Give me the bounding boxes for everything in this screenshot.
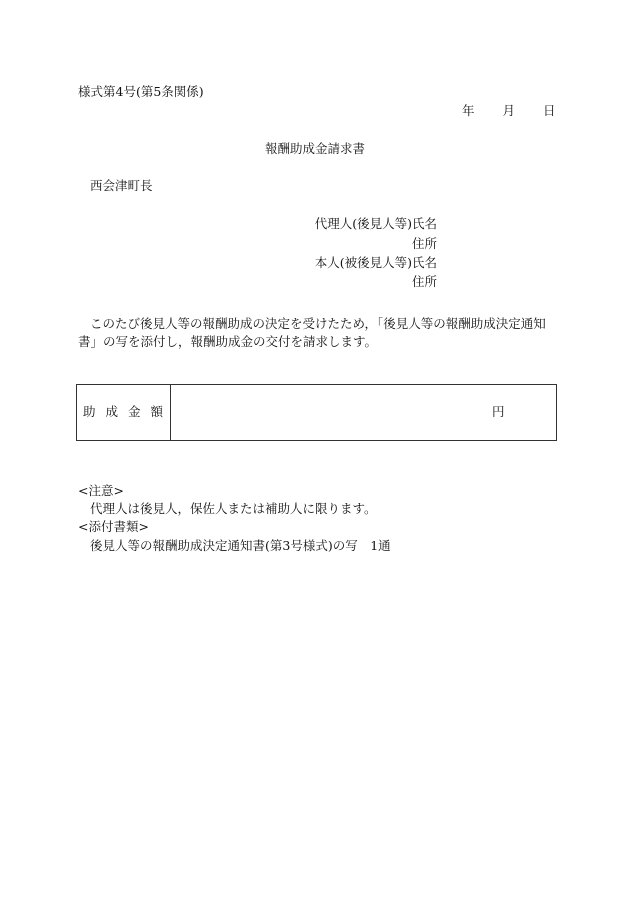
date-day-label: 日	[543, 103, 556, 118]
grant-amount-label-cell	[77, 385, 174, 440]
date-month-label: 月	[502, 103, 516, 118]
principal-name-label: 本人(被後見人等)氏名	[314, 255, 437, 270]
attachments-heading: <添付書類>	[78, 519, 149, 534]
grant-amount-unit: 円	[492, 404, 505, 419]
grant-amount-label: 助成金額	[83, 404, 174, 419]
addressee: 西会津町長	[90, 178, 153, 193]
grant-amount-table	[76, 384, 557, 441]
agent-name-label: 代理人(後見人等)氏名	[314, 216, 437, 231]
agent-address-label: 住所	[411, 236, 437, 251]
notes-heading: <注意>	[78, 483, 124, 498]
document-title: 報酬助成金請求書	[264, 141, 365, 156]
form-number: 様式第4号(第5条関係)	[78, 84, 204, 99]
principal-address-label: 住所	[411, 274, 437, 289]
request-body-text: このたび後見人等の報酬助成の決定を受けたため，「後見人等の報酬助成決定通知書」の写を添付し，報酬助成金の交付を請求します。	[78, 316, 546, 349]
date-line	[462, 105, 556, 118]
notes-text: 代理人は後見人，保佐人または補助人に限ります。	[90, 501, 377, 516]
date-year-label: 年	[462, 103, 475, 118]
attachments-text: 後見人等の報酬助成決定通知書(第3号様式)の写 1通	[90, 538, 391, 553]
